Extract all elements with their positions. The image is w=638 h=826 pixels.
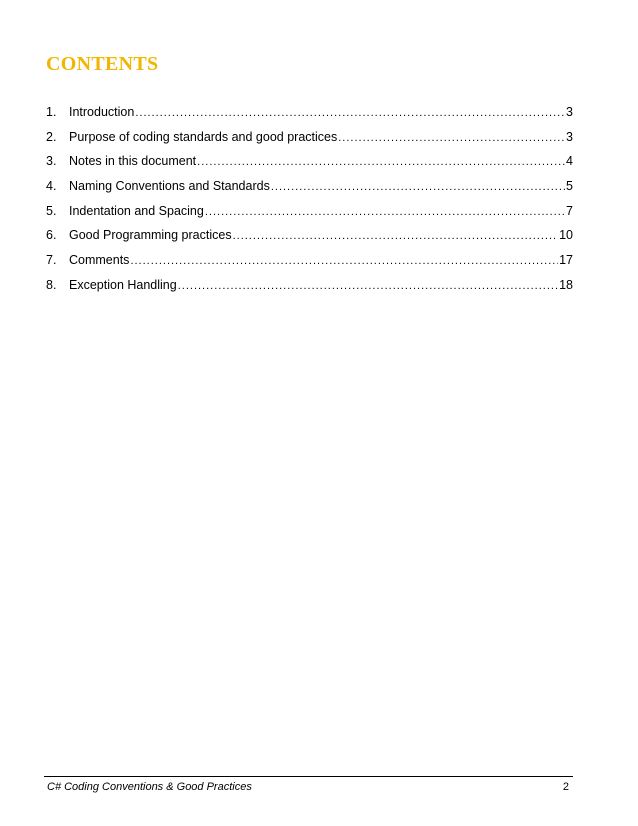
toc-entry-indentation[interactable]: [46, 199, 573, 224]
footer-document-title: C# Coding Conventions & Good Practices: [47, 781, 252, 793]
toc-entry-title: Purpose of coding standards and good practices: [69, 129, 338, 144]
toc-entry-title: Exception Handling: [69, 277, 177, 292]
toc-entry-notes[interactable]: [46, 149, 573, 174]
toc-entry-naming-conventions[interactable]: [46, 174, 573, 199]
toc-entry-page: 3: [566, 129, 573, 144]
toc-entry-page: 7: [566, 203, 573, 218]
toc-entry-page: 18: [559, 277, 573, 292]
dot-leader: [338, 126, 565, 151]
toc-entry-number: 7.: [46, 253, 57, 268]
toc-entry-page: 5: [566, 179, 573, 194]
toc-entry-number: 1.: [46, 105, 57, 119]
toc-entry-title: Naming Conventions and Standards: [69, 179, 270, 194]
toc-entry-title: Good Programming practices: [69, 228, 232, 243]
toc-entry-page: 17: [559, 253, 573, 268]
toc-entry-page: 3: [566, 105, 573, 119]
toc-entry-purpose[interactable]: [46, 125, 573, 150]
footer-divider: [44, 776, 573, 777]
toc-entry-title: Introduction: [69, 105, 135, 119]
dot-leader: [178, 274, 558, 299]
dot-leader: [233, 224, 559, 249]
toc-entry-introduction[interactable]: [46, 100, 573, 125]
toc-entry-number: 3.: [46, 154, 57, 169]
dot-leader: [197, 150, 565, 175]
toc-entry-good-practices[interactable]: [46, 223, 573, 248]
dot-leader: [135, 101, 565, 126]
toc-heading: CONTENTS: [46, 53, 159, 75]
toc-entry-number: 8.: [46, 277, 57, 292]
toc-entry-title: Comments: [69, 253, 130, 268]
toc-entry-number: 6.: [46, 228, 57, 243]
toc-entry-page: 10: [559, 228, 573, 243]
toc-entry-number: 4.: [46, 179, 57, 194]
dot-leader: [205, 200, 565, 225]
toc-entry-page: 4: [566, 154, 573, 169]
toc-entry-title: Indentation and Spacing: [69, 203, 204, 218]
toc-entry-number: 2.: [46, 129, 57, 144]
dot-leader: [271, 175, 565, 200]
toc-entry-comments[interactable]: [46, 248, 573, 273]
toc-entry-exception-handling[interactable]: [46, 273, 573, 298]
footer-page-number: 2: [562, 781, 569, 793]
toc-entry-number: 5.: [46, 203, 57, 218]
toc-entry-title: Notes in this document: [69, 154, 197, 169]
table-of-contents: [46, 100, 573, 298]
dot-leader: [130, 249, 558, 274]
